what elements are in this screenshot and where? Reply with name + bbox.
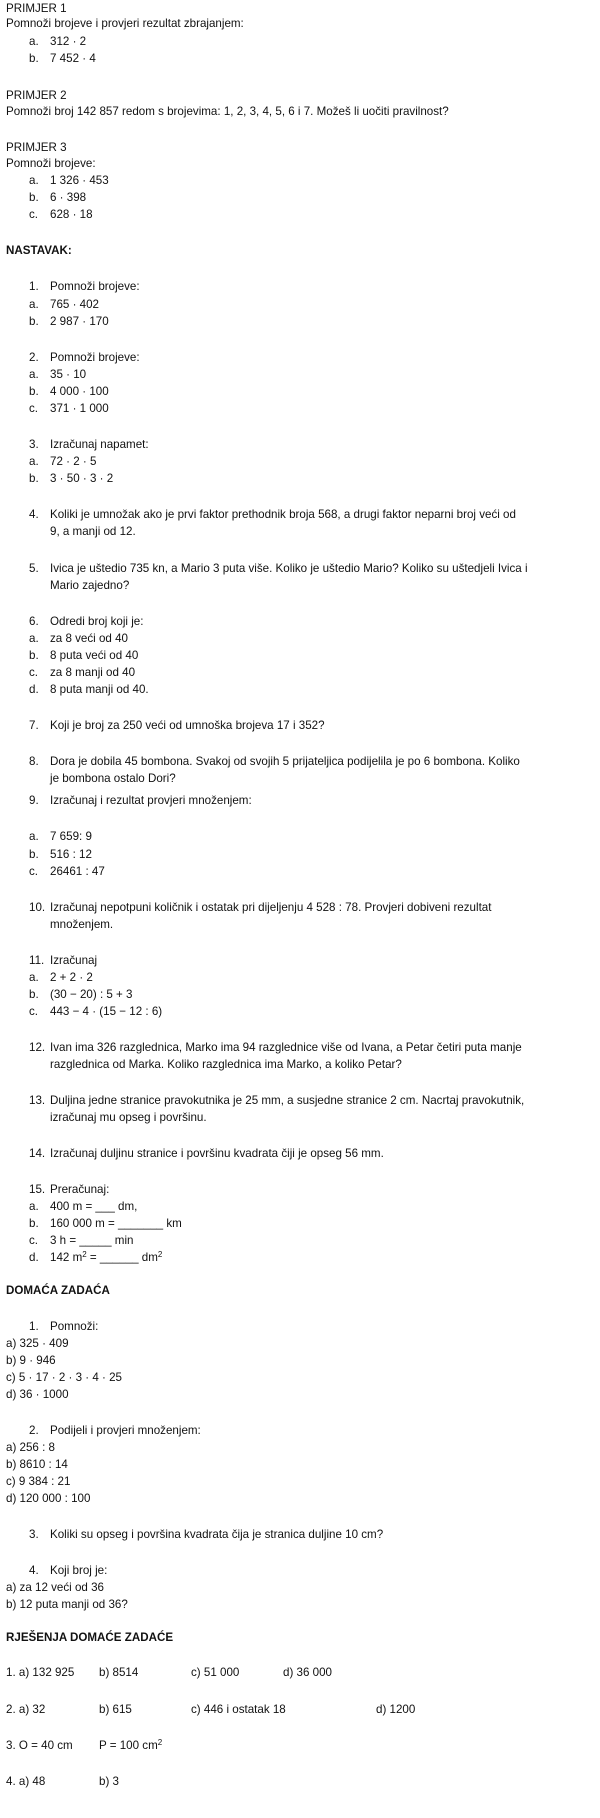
solution-text-part: P = 100 cm: [99, 1739, 158, 1752]
item-text: 400 m = ___ dm,: [50, 1200, 138, 1213]
item-marker: a.: [29, 298, 39, 311]
exercise-number: 1.: [29, 280, 39, 293]
item-marker: b.: [29, 191, 39, 204]
exercise-number: 11.: [29, 954, 45, 967]
item-text: 2 987 · 170: [50, 315, 109, 328]
exercise-text: Koliki je umnožak ako je prvi faktor prethodnik broja 568, a drugi faktor neparni broj veći od: [50, 508, 516, 521]
exercise-number: 12.: [29, 1041, 46, 1054]
item-text: c) 9 384 : 21: [6, 1475, 71, 1488]
item-marker: b.: [29, 649, 39, 662]
primjer3-heading: PRIMJER 3: [6, 141, 67, 154]
item-text: 35 · 10: [50, 368, 87, 381]
item-text-squared: [50, 1250, 162, 1265]
exercise-number: 6.: [29, 615, 39, 628]
item-marker: d.: [29, 683, 39, 696]
solution-text-squared: [99, 1738, 162, 1753]
item-marker: b.: [29, 1217, 39, 1230]
item-text: 8 puta veći od 40: [50, 649, 139, 662]
item-text: b) 8610 : 14: [6, 1458, 68, 1471]
primjer1-task: Pomnoži brojeve i provjeri rezultat zbrajanjem:: [6, 17, 244, 30]
solution-text: b) 8514: [99, 1666, 139, 1679]
exercise-text: Izračunaj duljinu stranice i površinu kvadrata čiji je opseg 56 mm.: [50, 1147, 384, 1160]
item-text: (30 − 20) : 5 + 3: [50, 988, 133, 1001]
item-text: 1 326 · 453: [50, 174, 109, 187]
exercise-number: 2.: [29, 351, 39, 364]
domaca-heading: DOMAĆA ZADAĆA: [6, 1284, 110, 1297]
exercise-text: Pomnoži:: [50, 1320, 99, 1333]
exercise-text: Preračunaj:: [50, 1183, 110, 1196]
exercise-number: 5.: [29, 562, 39, 575]
exercise-number: 15.: [29, 1183, 46, 1196]
item-text: 6 · 398: [50, 191, 87, 204]
item-text: 160 000 m = _______ km: [50, 1217, 182, 1230]
item-marker: a.: [29, 174, 39, 187]
item-text: d) 36 · 1000: [6, 1388, 69, 1401]
item-text: 72 · 2 · 5: [50, 455, 97, 468]
solution-text: c) 446 i ostatak 18: [191, 1703, 286, 1716]
superscript: 2: [157, 1250, 163, 1259]
item-text: b) 12 puta manji od 36?: [6, 1598, 128, 1611]
item-marker: c.: [29, 666, 39, 679]
primjer3-task: Pomnoži brojeve:: [6, 157, 96, 170]
item-marker: a.: [29, 455, 39, 468]
exercise-number: 14.: [29, 1147, 46, 1160]
item-text: 371 · 1 000: [50, 402, 109, 415]
exercise-text: Koji je broj za 250 veći od umnoška brojeva 17 i 352?: [50, 719, 325, 732]
exercise-text: Izračunaj i rezultat provjeri množenjem:: [50, 794, 252, 807]
item-text: 312 · 2: [50, 35, 87, 48]
exercise-text: Koliki su opseg i površina kvadrata čija je stranica duljine 10 cm?: [50, 1528, 384, 1541]
item-text: 7 659: 9: [50, 830, 92, 843]
exercise-text: Koji broj je:: [50, 1564, 108, 1577]
item-text: b) 9 · 946: [6, 1354, 56, 1367]
item-text: 628 · 18: [50, 208, 93, 221]
exercise-number: 8.: [29, 755, 39, 768]
exercise-text-continued: razglednica od Marka. Koliko razglednica ima Marko, a koliko Petar?: [50, 1058, 402, 1071]
exercise-text: Pomnoži brojeve:: [50, 280, 140, 293]
exercise-number: 3.: [29, 1528, 39, 1541]
item-text: a) za 12 veći od 36: [6, 1581, 104, 1594]
exercise-text: Izračunaj: [50, 954, 98, 967]
item-text: za 8 veći od 40: [50, 632, 128, 645]
item-text: 765 · 402: [50, 298, 99, 311]
item-text: c) 5 · 17 · 2 · 3 · 4 · 25: [6, 1371, 122, 1384]
solution-text: d) 1200: [376, 1703, 416, 1716]
exercise-text-continued: izračunaj mu opseg i površinu.: [50, 1111, 207, 1124]
item-marker: a.: [29, 971, 39, 984]
item-marker: a.: [29, 632, 39, 645]
item-marker: b.: [29, 385, 39, 398]
exercise-number: 9.: [29, 794, 39, 807]
superscript: 2: [157, 1738, 163, 1747]
solution-text: c) 51 000: [191, 1666, 240, 1679]
item-marker: b.: [29, 472, 39, 485]
item-text-part: 142 m: [50, 1251, 83, 1264]
item-marker: d.: [29, 1251, 39, 1264]
nastavak-heading: NASTAVAK:: [6, 244, 72, 257]
item-marker: c.: [29, 402, 39, 415]
exercise-number: 1.: [29, 1320, 39, 1333]
exercise-number: 4.: [29, 508, 39, 521]
exercise-text: Duljina jedne stranice pravokutnika je 25 mm, a susjedne stranice 2 cm. Nacrtaj pravokutnik,: [50, 1094, 525, 1107]
exercise-text: Izračunaj nepotpuni količnik i ostatak pri dijeljenju 4 528 : 78. Provjeri dobiveni rezultat: [50, 901, 492, 914]
exercise-text-continued: je bombona ostalo Dori?: [50, 772, 176, 785]
item-text: za 8 manji od 40: [50, 666, 136, 679]
primjer2-task: Pomnoži broj 142 857 redom s brojevima: 1, 2, 3, 4, 5, 6 i 7. Možeš li uočiti pravilnost?: [6, 105, 449, 118]
item-text: 3 · 50 · 3 · 2: [50, 472, 114, 485]
superscript: 2: [82, 1250, 87, 1259]
exercise-number: 7.: [29, 719, 39, 732]
item-marker: c.: [29, 1234, 39, 1247]
solution-text: 4. a) 48: [6, 1775, 46, 1788]
solution-text: b) 615: [99, 1703, 132, 1716]
item-text: a) 256 : 8: [6, 1441, 55, 1454]
item-text: d) 120 000 : 100: [6, 1492, 91, 1505]
item-marker: a.: [29, 35, 39, 48]
primjer1-heading: PRIMJER 1: [6, 2, 67, 15]
exercise-text: Ivan ima 326 razglednica, Marko ima 94 razglednice više od Ivana, a Petar četiri puta manje: [50, 1041, 522, 1054]
item-text: 26461 : 47: [50, 865, 105, 878]
item-marker: c.: [29, 1005, 39, 1018]
exercise-text: Izračunaj napamet:: [50, 438, 149, 451]
exercise-text-continued: množenjem.: [50, 918, 114, 931]
exercise-text: Dora je dobila 45 bombona. Svakoj od svojih 5 prijateljica podijelila je po 6 bombona. Koliko: [50, 755, 520, 768]
item-text: 516 : 12: [50, 848, 92, 861]
item-text: 2 + 2 · 2: [50, 971, 93, 984]
exercise-text-continued: Mario zajedno?: [50, 579, 130, 592]
item-marker: c.: [29, 208, 39, 221]
solution-text: d) 36 000: [283, 1666, 332, 1679]
solution-text: 1. a) 132 925: [6, 1666, 75, 1679]
item-marker: b.: [29, 848, 39, 861]
rjesenja-heading: RJEŠENJA DOMAĆE ZADAĆE: [6, 1631, 174, 1644]
exercise-text: Pomnoži brojeve:: [50, 351, 140, 364]
item-marker: a.: [29, 1200, 39, 1213]
exercise-number: 2.: [29, 1424, 39, 1437]
exercise-number: 13.: [29, 1094, 46, 1107]
item-marker: a.: [29, 368, 39, 381]
primjer2-heading: PRIMJER 2: [6, 89, 67, 102]
exercise-text: Odredi broj koji je:: [50, 615, 144, 628]
item-marker: b.: [29, 988, 39, 1001]
item-text: 7 452 · 4: [50, 52, 96, 65]
item-text: 4 000 · 100: [50, 385, 109, 398]
item-text: 3 h = _____ min: [50, 1234, 134, 1247]
solution-text: 3. O = 40 cm: [6, 1739, 73, 1752]
item-marker: c.: [29, 865, 39, 878]
exercise-number: 4.: [29, 1564, 39, 1577]
exercise-text-continued: 9, a manji od 12.: [50, 525, 136, 538]
item-text-part: = ______ dm: [86, 1251, 158, 1264]
exercise-number: 10.: [29, 901, 46, 914]
exercise-text: Podijeli i provjeri množenjem:: [50, 1424, 201, 1437]
item-text: a) 325 · 409: [6, 1337, 69, 1350]
item-text: 8 puta manji od 40.: [50, 683, 149, 696]
exercise-text: Ivica je uštedio 735 kn, a Mario 3 puta više. Koliko je uštedio Mario? Koliko su uštedjeli Ivica i: [50, 562, 528, 575]
item-marker: a.: [29, 830, 39, 843]
item-marker: b.: [29, 315, 39, 328]
item-text: 443 − 4 · (15 − 12 : 6): [50, 1005, 163, 1018]
exercise-number: 3.: [29, 438, 39, 451]
solution-text: b) 3: [99, 1775, 119, 1788]
solution-text: 2. a) 32: [6, 1703, 46, 1716]
item-marker: b.: [29, 52, 39, 65]
